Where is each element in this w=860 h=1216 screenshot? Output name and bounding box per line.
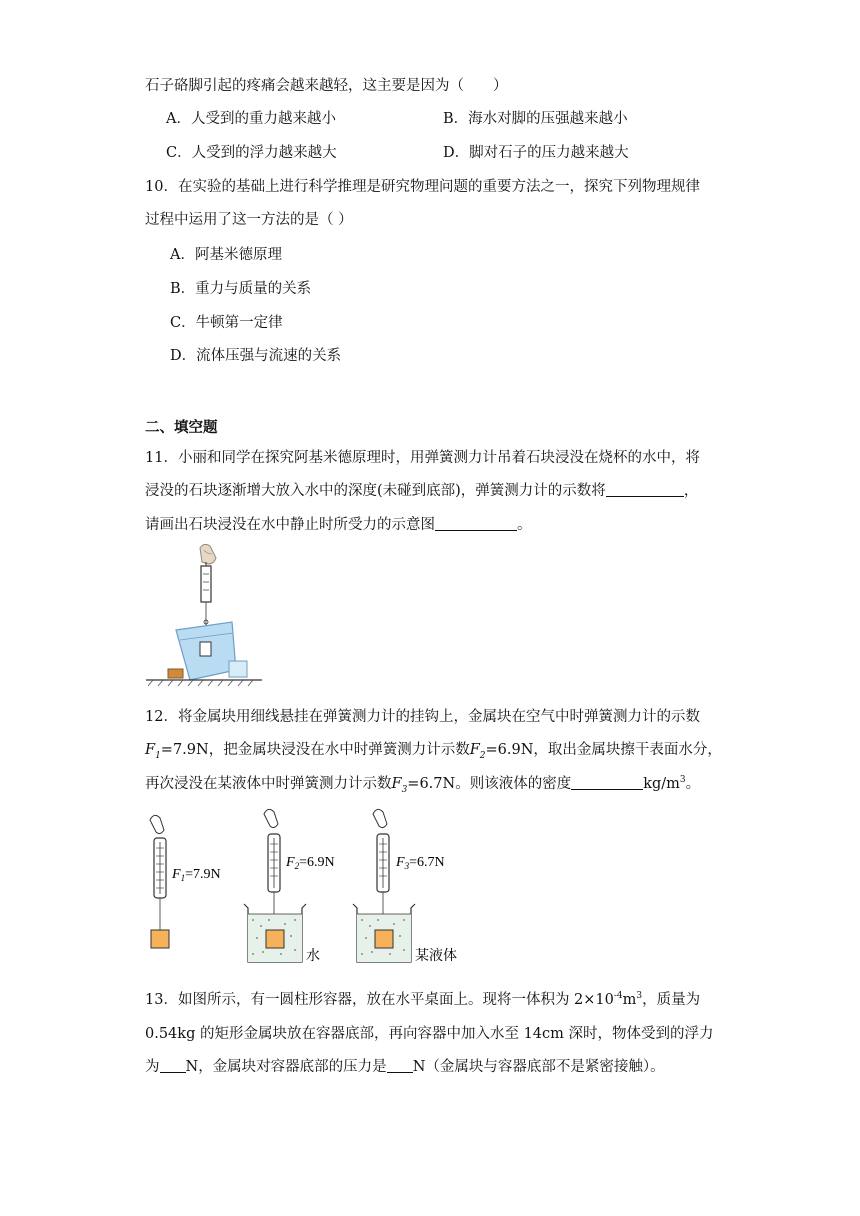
small-cup-icon: [229, 661, 247, 677]
f2-symbol: F: [469, 742, 480, 758]
answer-blank[interactable]: [571, 775, 643, 790]
spring-scale-3-icon: [373, 809, 389, 930]
q13-unit: m: [622, 992, 637, 1008]
q10-option-d: D．流体压强与流速的关系: [170, 348, 342, 364]
beaker-water-icon: [244, 904, 306, 962]
f1-symbol: F: [145, 742, 156, 758]
hand-icon: [200, 544, 216, 564]
q11-line3: [145, 513, 532, 534]
answer-blank[interactable]: [160, 1058, 186, 1073]
f2-label: $F_2=6.9N$: [286, 855, 335, 871]
q13-line3-b: N，金属块对容器底部的压力是: [185, 1059, 387, 1075]
spring-scale-2-icon: [264, 809, 280, 930]
q12-line3-end: 。: [685, 776, 701, 792]
q12-line2-d: =6.9N，取出金属块擦干表面水分，: [485, 742, 722, 758]
q13-exp: -4: [613, 991, 623, 1002]
q12-line3-a: 再次浸没在某液体中时弹簧测力计示数: [145, 776, 392, 792]
q13-unit-sup: 3: [636, 991, 643, 1002]
q13-line1: [145, 988, 700, 1009]
spring-scale-1-icon: [150, 815, 169, 948]
q12-line3: [145, 772, 700, 795]
q13-line1-c: ，质量为: [642, 992, 701, 1008]
q10-line2: 过程中运用了这一方法的是（ ）: [145, 212, 353, 228]
q12-line2: [145, 738, 722, 761]
q13-line3-c: N（金属块与容器底部不是紧密接触）。: [412, 1059, 665, 1075]
q9-stem-tail: 石子硌脚引起的疼痛会越来越轻，这主要是因为（ ）: [145, 78, 508, 94]
unit-sup: 3: [679, 775, 686, 786]
f2-subscript: 2: [479, 750, 486, 761]
q12-line2-b: =7.9N，把金属块浸没在水中时弹簧测力计示数: [160, 742, 470, 758]
q11-line3-text: 请画出石块浸没在水中静止时所受力的示意图: [145, 517, 435, 533]
q12-line3-c: =6.7N。则该液体的密度: [407, 776, 572, 792]
f3-label: $F_3=6.7N$: [396, 855, 445, 871]
q11-line3-end: 。: [517, 517, 532, 533]
spring-scale-icon: [201, 566, 211, 602]
q10-option-b: B．重力与质量的关系: [170, 281, 312, 297]
unit-text: kg/m: [643, 776, 680, 792]
answer-blank[interactable]: [606, 482, 684, 497]
q9-option-b: B．海水对脚的压强越来越小: [443, 111, 628, 127]
q13-line2: 0.54kg 的矩形金属块放在容器底部，再向容器中加入水至 14cm 深时，物体受到的浮力: [145, 1026, 714, 1042]
answer-blank[interactable]: [387, 1058, 413, 1073]
f1-label: $F_1=7.9N$: [172, 867, 221, 883]
section-title: 二、填空题: [145, 420, 218, 436]
q11-line1: 11．小丽和同学在探究阿基米德原理时，用弹簧测力计吊着石块浸没在烧杯的水中，将: [145, 450, 700, 466]
q12-spring-scale-figure: [144, 808, 474, 968]
block-icon: [168, 669, 183, 678]
f1-subscript: 1: [155, 750, 161, 761]
f3-subscript: 3: [401, 784, 408, 795]
q13-line1-a: 13．如图所示，有一圆柱形容器，放在水平桌面上。现将一体积为 2×10: [145, 992, 614, 1008]
q11-line2-text: 浸没的石块逐渐增大放入水中的深度(未碰到底部)，弹簧测力计的示数将: [145, 483, 606, 499]
stone-icon: [200, 642, 211, 656]
f3-symbol: F: [391, 776, 402, 792]
water-label: 水: [306, 949, 320, 964]
q11-line2: [145, 479, 698, 500]
liquid-label: 某液体: [415, 949, 457, 964]
q9-option-a: A．人受到的重力越来越小: [166, 111, 336, 127]
q9-option-d: D．脚对石子的压力越来越大: [443, 145, 629, 161]
q9-option-c: C．人受到的浮力越来越大: [166, 145, 337, 161]
answer-blank[interactable]: [435, 516, 517, 531]
q10-option-a: A．阿基米德原理: [170, 247, 282, 263]
q10-option-c: C．牛顿第一定律: [170, 315, 283, 331]
q13-line3-a: 为: [145, 1059, 160, 1075]
q11-beaker-figure: [144, 540, 266, 690]
q13-line3: [145, 1055, 665, 1076]
q11-line2-end: ，: [683, 483, 699, 499]
q12-line1: 12．将金属块用细线悬挂在弹簧测力计的挂钩上，金属块在空气中时弹簧测力计的示数: [145, 709, 700, 725]
q10-line1: 10．在实验的基础上进行科学推理是研究物理问题的重要方法之一，探究下列物理规律: [145, 179, 700, 195]
beaker-liquid-icon: [353, 904, 415, 962]
